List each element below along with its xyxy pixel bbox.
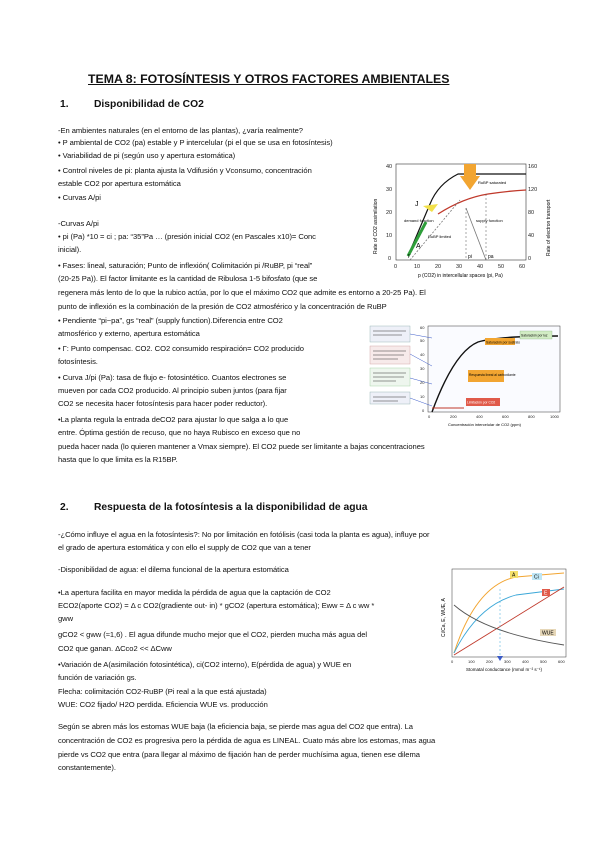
y-tick: 40 [386, 164, 393, 170]
section-number: 1. [60, 99, 69, 110]
y-tick: 50 [420, 338, 425, 343]
x-axis-label: Stomatal conductance (mmol m⁻² s⁻¹) [466, 667, 543, 672]
text-line: fotosíntesis. [58, 357, 98, 366]
x-tick: 400 [522, 659, 529, 664]
text-line: Según se abren más los estomas WUE baja (la eficiencia baja, se pierde mas agua del CO2 que entra). La [58, 722, 413, 731]
text-line: • Control niveles de pi: planta ajusta la Vdifusión y Vconsumo, concentración [58, 166, 312, 175]
text-line: •Variación de A(asimilación fotosintética), ci(CO2 interno), E(pérdida de agua) y WUE en [58, 660, 352, 669]
curve-label-wue: WUE [542, 630, 554, 637]
x-tick: 500 [540, 659, 547, 664]
y-tick-right: 40 [528, 233, 535, 239]
y-tick: 40 [420, 352, 425, 357]
text-line: CO2 se necesita hacer fotosíntesis para hacer poder reductor). [58, 399, 268, 408]
x-axis-label: Concentración intercelular de CO2 (ppm) [448, 422, 521, 427]
text-line: • pi (Pa) *10 = ci ; pa: “35”Pa … (presión inicial CO2 (en Pascales x10)= Conc [58, 232, 316, 241]
text-line: • Fases: lineal, saturación; Punto de inflexión( Colimitación pi /RuBP, pi “real” [58, 261, 313, 270]
text-line: atmosférico y externo, apertura estomática [58, 329, 200, 338]
curve-label-ci: Ci [534, 574, 539, 581]
text-line: • Curva J/pi (Pa): tasa de flujo e- fotosintético. Cuantos electrones se [58, 373, 287, 382]
label-a: A [416, 243, 421, 250]
text-line: • Pendiente “pi−pa”, gs “real” (supply function).Diferencia entre CO2 [58, 316, 283, 325]
y-tick: 20 [420, 380, 425, 385]
y-tick: 30 [386, 187, 393, 193]
text-line: -En ambientes naturales (en el entorno de las plantas), ¿varía realmente? [58, 126, 303, 135]
x-tick: 10 [414, 264, 421, 270]
box-label: Limitación por CO2 [467, 400, 496, 405]
section-number: 2. [60, 502, 69, 513]
box-label: Respuesta lineal al carboxilante [469, 373, 516, 377]
text-line: inicial). [58, 245, 82, 254]
figure-stomatal-conductance [436, 565, 570, 673]
x-axis-label: p (CO2) in intercellular spaces (pi, Pa) [418, 273, 503, 279]
figure-a-pi-curve [368, 160, 554, 282]
y-tick-right: 120 [528, 187, 538, 193]
box-label: Saturación por sustrato [486, 340, 521, 345]
text-line: el grado de apertura estomática y con ello el supply de CO2 que van a tener [58, 543, 311, 552]
curve-label-a: A [512, 572, 516, 579]
text-line: •La planta regula la entrada deCO2 para ajustar lo que salga a lo que [58, 415, 289, 424]
text-line: gww [58, 614, 74, 623]
x-tick: 100 [468, 659, 475, 664]
text-line: • P ambiental de CO2 (pa) estable y P intercelular (pi el que se usa en fotosíntesis) [58, 138, 333, 147]
section-1-heading [60, 99, 360, 113]
y-tick: 60 [420, 325, 425, 330]
y-axis-label-right: Rate of electron transport [546, 199, 552, 256]
x-tick: 50 [498, 264, 505, 270]
label-pa: pa [488, 254, 494, 260]
x-tick: 0 [394, 264, 398, 270]
x-tick: 40 [477, 264, 484, 270]
label-j: J [415, 201, 419, 208]
section-title: Respuesta de la fotosíntesis a la disponibilidad de agua [94, 502, 368, 513]
text-line: concentración de CO2 es progresiva pero la pérdida de agua es LINEAL. Cuato más abre los estomas, mas agua [58, 736, 436, 745]
x-tick: 1000 [550, 414, 559, 419]
curve-label-e: E [544, 590, 548, 597]
text-line: constantemente). [58, 763, 116, 772]
y-tick: 20 [386, 210, 393, 216]
x-tick: 600 [502, 414, 509, 419]
text-line: • Γ: Punto compensac. CO2. CO2 consumido respiración= CO2 producido [58, 344, 304, 353]
text-line: función de variación gs. [58, 673, 137, 682]
label-gamma: Γ [408, 254, 411, 260]
x-tick: 200 [450, 414, 457, 419]
text-line: • Variabilidad de pi (según uso y apertura estomática) [58, 151, 236, 160]
section-2-heading [60, 502, 460, 516]
x-tick: 200 [486, 659, 493, 664]
x-tick: 0 [428, 414, 431, 419]
text-line: hasta que lo que limita es la R15BP. [58, 455, 178, 464]
text-line: WUE: CO2 fijado/ H2O perdida. Eficiencia WUE vs. producción [58, 700, 268, 709]
x-tick: 60 [519, 264, 526, 270]
y-axis-label: Ci/Ca, E, WUE, A [441, 598, 447, 637]
section-title: Disponibilidad de CO2 [94, 99, 204, 110]
x-tick: 30 [456, 264, 463, 270]
text-line: pueda hacer nada (lo quieren mantener a Vmax siempre). El CO2 puede ser limitante a bajas concentraciones [58, 442, 425, 451]
text-line: -Disponibilidad de agua: el dilema funcional de la apertura estomática [58, 565, 289, 574]
text-line: gCO2 < gww (≈1,6) . El agua difunde mucho mejor que el CO2, pierden mucha más agua del [58, 630, 368, 639]
text-line: •La apertura facilita en mayor medida la pérdida de agua que la captación de CO2 [58, 588, 331, 597]
label-rubp-saturated: RuBP saturated [478, 180, 507, 185]
label-rubp-limited: RuBP limited [428, 234, 452, 239]
y-tick: 30 [420, 366, 425, 371]
y-tick: 10 [386, 233, 393, 239]
text-line: regenera más lento de lo que la rubico actúa, por lo que el máximo CO2 que admite es entorno a 20-25 Pa). El [58, 288, 426, 297]
text-line: Flecha: colimitación CO2-RuBP (Pi real a la que está ajustada) [58, 687, 267, 696]
page-title: TEMA 8: FOTOSÍNTESIS Y OTROS FACTORES AMBIENTALES [88, 72, 450, 86]
text-line: • Curvas A/pi [58, 193, 101, 202]
figure-co2-response [368, 322, 568, 430]
y-tick-right: 80 [528, 210, 535, 216]
x-tick: 400 [476, 414, 483, 419]
text-line: estable CO2 por apertura estomática [58, 179, 181, 188]
box-label: Saturación por luz [521, 333, 548, 338]
x-tick: 600 [558, 659, 565, 664]
x-tick: 300 [504, 659, 511, 664]
label-supply-function: supply function [476, 218, 503, 223]
text-line: CO2 que ganan. ΔCco2 << ΔCww [58, 644, 172, 653]
text-line: mueven por cada CO2 producido. Al principio suben juntos (para fijar [58, 386, 287, 395]
text-line: entre. Óptima gestión de recuso, que no haya Rubisco en exceso que no [58, 428, 301, 437]
x-tick: 800 [528, 414, 535, 419]
x-tick: 0 [451, 659, 454, 664]
label-demand-function: demand function [404, 218, 434, 223]
y-tick-right: 160 [528, 164, 538, 170]
y-axis-label-left: Rate of CO2 assimilation [373, 198, 379, 254]
text-line: -Curvas A/pi [58, 219, 99, 228]
label-pi: pi [468, 254, 472, 260]
x-tick: 20 [435, 264, 442, 270]
text-line: -¿Cómo influye el agua en la fotosíntesis?: No por limitación en fotólisis (casi toda la planta es agua), influye por [58, 530, 430, 539]
text-line: punto de inflexión es la combinación de la presión de CO2 atmosférico y la concentración de RuBP [58, 302, 387, 311]
y-tick-right: 0 [528, 256, 532, 262]
text-line: ECO2(aporte CO2) = Δ c CO2(gradiente out- in) * gCO2 (apertura estomática); Eww = Δ c ww * [58, 601, 375, 610]
y-tick: 10 [420, 394, 425, 399]
y-tick: 0 [422, 408, 425, 413]
y-tick: 0 [388, 256, 392, 262]
text-line: (20-25 Pa)). El factor limitante es la cantidad de Ribulosa 1-5 bifosfato (que se [58, 274, 318, 283]
text-line: pierde vs CO2 que entra (para llegar al máximo de fijación han de perder muchísima agua, tienen ese dilema [58, 750, 420, 759]
